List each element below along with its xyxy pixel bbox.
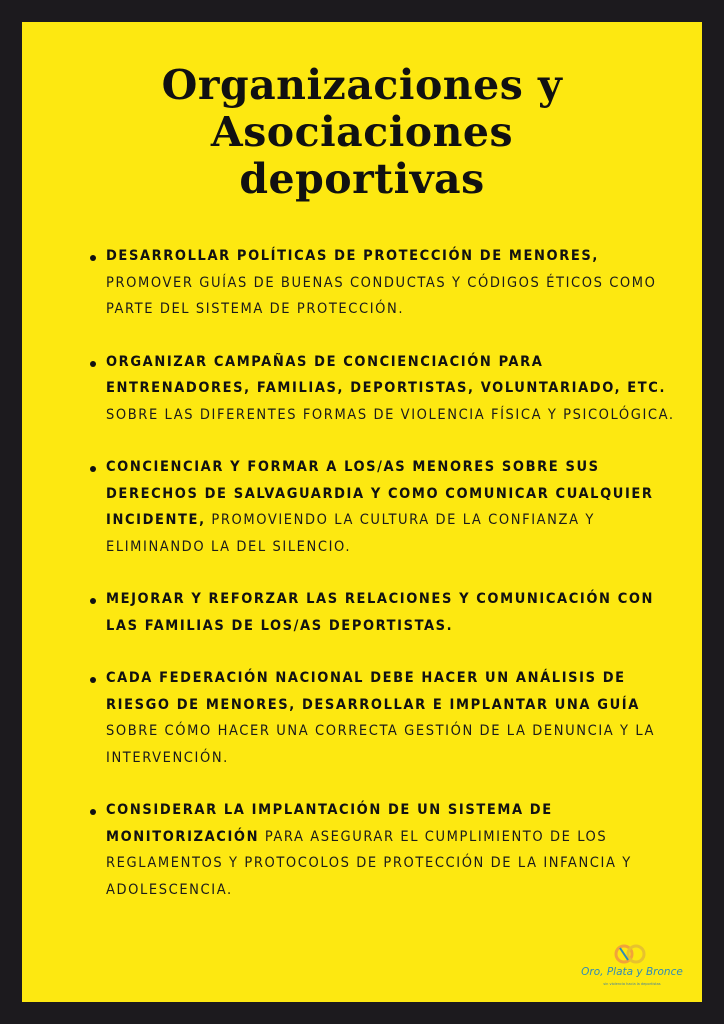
bullet-icon <box>90 466 96 472</box>
bullet-icon <box>90 361 96 367</box>
recommendation-list <box>88 243 688 929</box>
list-item <box>88 665 688 771</box>
item-bold-text: MEJORAR Y REFORZAR LAS RELACIONES Y COMUNICACIÓN CON LAS FAMILIAS DE LOS/AS DEPORTISTAS. <box>106 591 655 634</box>
poster-panel <box>22 22 702 1002</box>
item-bold-text: CONSIDERAR LA IMPLANTACIÓN DE UN SISTEMA DE MONITORIZACIÓN <box>106 802 553 845</box>
title-line-1: Organizaciones y <box>161 61 563 109</box>
bullet-icon <box>90 255 96 261</box>
item-bold-text: ORGANIZAR CAMPAÑAS DE CONCIENCIACIÓN PARA ENTRENADORES, FAMILIAS, DEPORTISTAS, VOLUNTARIADO, ETC. <box>106 353 667 396</box>
list-item <box>88 243 688 323</box>
title-line-2: Asociaciones <box>210 108 514 156</box>
logo-tagline: sin violencia hacia la deportistas <box>603 982 661 986</box>
item-normal-text: SOBRE CÓMO HACER UNA CORRECTA GESTIÓN DE LA DENUNCIA Y LA INTERVENCIÓN. <box>106 723 656 766</box>
item-normal-text: PROMOVIENDO LA CULTURA DE LA CONFIANZA Y ELIMINANDO LA DEL SILENCIO. <box>106 512 595 555</box>
list-item <box>88 797 688 903</box>
item-bold-text: CADA FEDERACIÓN NACIONAL DEBE HACER UN ANÁLISIS DE RIESGO DE MENORES, DESARROLLAR E IMPLANTAR UNA GUÍA <box>106 670 640 713</box>
list-item <box>88 454 688 560</box>
item-normal-text: PARA ASEGURAR EL CUMPLIMIENTO DE LOS REGLAMENTOS Y PROTOCOLOS DE PROTECCIÓN DE LA INFANCIA Y ADOLESCENCIA. <box>106 828 632 898</box>
bullet-icon <box>90 809 96 815</box>
list-item <box>88 349 688 429</box>
item-normal-text: PROMOVER GUÍAS DE BUENAS CONDUCTAS Y CÓDIGOS ÉTICOS COMO PARTE DEL SISTEMA DE PROTECCIÓN. <box>106 274 657 317</box>
item-bold-text: DESARROLLAR POLÍTICAS DE PROTECCIÓN DE MENORES, <box>106 248 599 264</box>
item-bold-text: CONCIENCIAR Y FORMAR A LOS/AS MENORES SOBRE SUS DERECHOS DE SALVAGUARDIA Y COMO COMUNICAR CUALQUIER INCIDENTE, <box>106 459 654 528</box>
item-normal-text: SOBRE LAS DIFERENTES FORMAS DE VIOLENCIA FÍSICA Y PSICOLÓGICA. <box>106 406 675 423</box>
bullet-icon <box>90 677 96 683</box>
bullet-icon <box>90 598 96 604</box>
title-line-3: deportivas <box>239 155 485 203</box>
brand-logo <box>562 940 702 990</box>
logo-name: Oro, Plata y Bronce <box>581 966 683 978</box>
page-title <box>22 62 702 203</box>
list-item <box>88 586 688 639</box>
